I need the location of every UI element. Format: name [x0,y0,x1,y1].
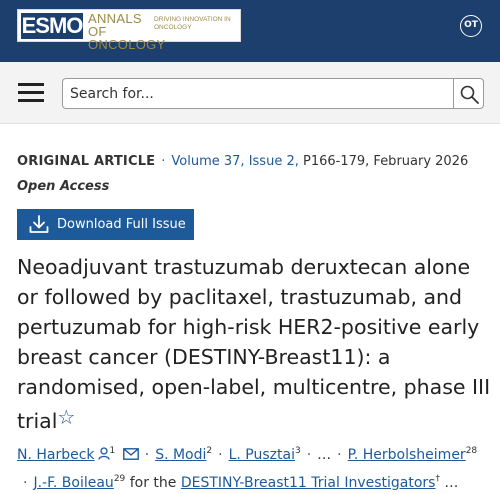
mail-icon[interactable] [123,448,139,460]
download-full-issue-button[interactable] [17,209,194,240]
for-the-text: for the [129,475,177,491]
download-button-label: Download Full Issue [57,217,186,232]
person-icon[interactable] [98,447,110,460]
article-title-text: Neoadjuvant trastuzumab deruxtecan alone or followed by paclitaxel, trastuzumab, and pertuzumab for high-risk HER2-positive early breast cancer (DESTINY-Breast11): a randomised, open-label, multicentre, phase III trial [17,255,491,433]
investigators-group-link[interactable]: DESTINY-Breast11 Trial Investigators [180,475,436,491]
author-link[interactable]: N. Harbeck [17,447,95,463]
account-badge-button[interactable]: OT [460,15,482,37]
more-authors-ellipsis[interactable]: … [444,475,459,491]
affiliation-sup: 28 [465,446,478,456]
author-list [17,439,497,494]
esmo-logo-mark: ESMO [21,13,83,38]
separator-dot: · [218,447,223,463]
search-button[interactable] [453,78,484,109]
volume-issue-link[interactable]: Volume 37, Issue 2, [171,154,299,169]
author-link[interactable]: J.-F. Boileau [33,475,114,491]
group-sup: † [435,474,440,484]
search-bar-row [0,62,500,124]
separator-dot: · [306,447,312,463]
top-banner [0,0,500,62]
pages-date: P166-179, February 2026 [303,154,469,169]
open-access-label: Open Access [17,179,110,194]
affiliation-sup: 2 [206,446,213,456]
logo-tagline: DRIVING INNOVATION IN ONCOLOGY [154,16,231,31]
separator-dot: · [161,154,166,169]
menu-icon[interactable] [18,83,44,103]
author-link[interactable]: L. Pusztai [228,447,295,463]
article-title [17,252,497,436]
author-ellipsis: … [317,447,332,463]
author-link[interactable]: P. Herbolsheimer [347,447,466,463]
affiliation-sup: 1 [109,446,116,456]
separator-dot: · [144,447,150,463]
search-input[interactable] [62,78,453,109]
search-icon [460,85,479,104]
affiliation-sup: 3 [294,446,301,456]
article-meta [17,153,487,171]
article-type: ORIGINAL ARTICLE [17,154,156,169]
affiliation-sup: 29 [113,474,126,484]
separator-dot: · [23,475,28,491]
author-link[interactable]: S. Modi [155,447,207,463]
journal-logo[interactable] [17,9,241,52]
separator-dot: · [337,447,342,463]
star-icon[interactable]: ☆ [57,405,76,429]
download-icon [29,215,49,234]
logo-journal-name: ANNALS OF ONCOLOGY [88,11,166,52]
